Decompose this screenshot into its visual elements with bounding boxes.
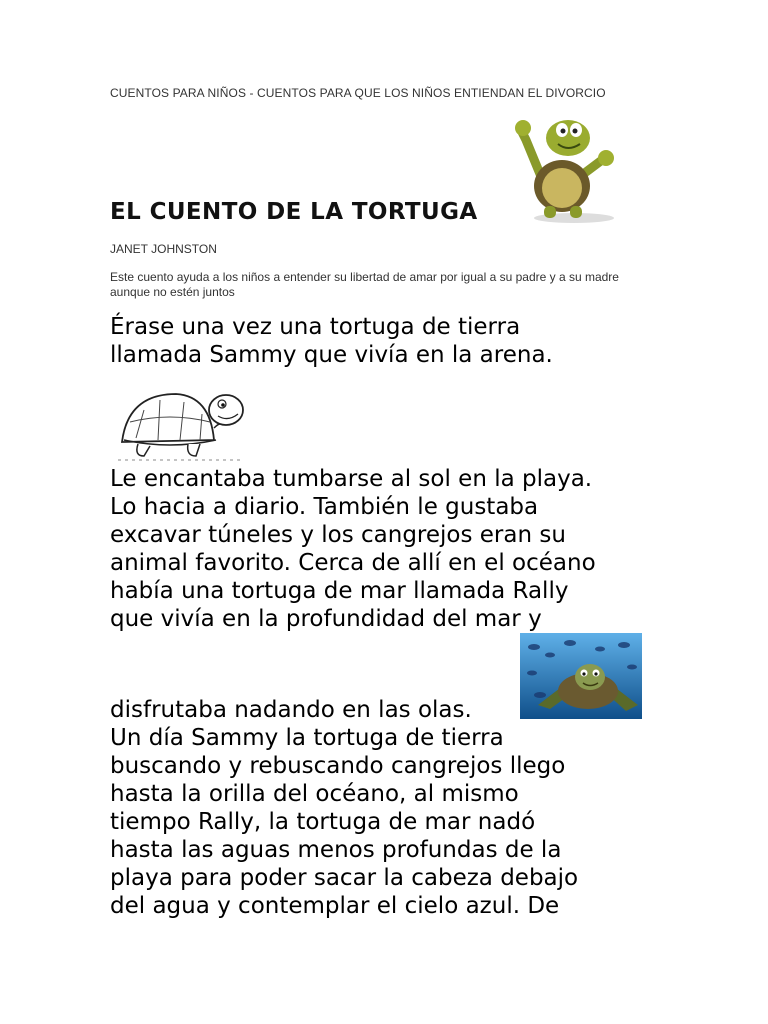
- paragraph-3: [110, 696, 670, 920]
- cartoon-turtle-image: [512, 112, 620, 224]
- story-line: hasta las aguas menos profundas de la: [110, 837, 562, 863]
- story-line: Lo hacia a diario. También le gustaba: [110, 494, 539, 520]
- intro-line: Este cuento ayuda a los niños a entender su libertad de amar por igual a su padre y a su madre: [110, 270, 619, 284]
- sketch-turtle-image: [114, 384, 248, 464]
- story-line: tiempo Rally, la tortuga de mar nadó: [110, 809, 536, 835]
- story-line: había una tortuga de mar llamada Rally: [110, 578, 569, 604]
- intro-text: [110, 270, 670, 300]
- story-line: llamada Sammy que vivía en la arena.: [110, 342, 553, 368]
- author-name: JANET JOHNSTON: [110, 242, 217, 256]
- story-line: buscando y rebuscando cangrejos llego: [110, 753, 566, 779]
- story-line: hasta la orilla del océano, al mismo: [110, 781, 519, 807]
- story-line: Érase una vez una tortuga de tierra: [110, 314, 521, 340]
- story-line: Un día Sammy la tortuga de tierra: [110, 725, 504, 751]
- story-line: playa para poder sacar la cabeza debajo: [110, 865, 579, 891]
- intro-line: aunque no estén juntos: [110, 285, 235, 299]
- page-header: CUENTOS PARA NIÑOS - CUENTOS PARA QUE LOS NIÑOS ENTIENDAN EL DIVORCIO: [110, 86, 606, 100]
- paragraph-1: [110, 313, 670, 369]
- story-title: EL CUENTO DE LA TORTUGA: [110, 199, 478, 225]
- paragraph-2: [110, 465, 670, 633]
- story-line: disfrutaba nadando en las olas.: [110, 697, 472, 723]
- story-line: que vivía en la profundidad del mar y: [110, 606, 542, 632]
- story-line: Le encantaba tumbarse al sol en la playa.: [110, 466, 593, 492]
- story-line: animal favorito. Cerca de allí en el océano: [110, 550, 596, 576]
- story-line: del agua y contemplar el cielo azul. De: [110, 893, 560, 919]
- story-line: excavar túneles y los cangrejos eran su: [110, 522, 566, 548]
